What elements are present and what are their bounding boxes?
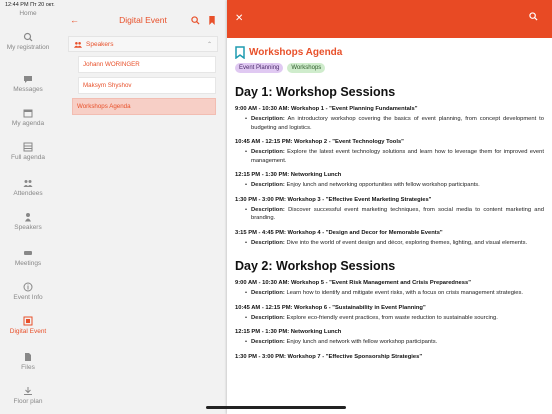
- bookmark-outline-icon[interactable]: [235, 46, 245, 59]
- session-block: [235, 172, 544, 190]
- description-text: Explore eco-friendly event practices, from waste reduction to sustainable sourcing.: [286, 314, 498, 321]
- sidebar-item-attendees[interactable]: [0, 178, 56, 198]
- sidebar-item-label: Floor plan: [13, 398, 43, 405]
- close-icon[interactable]: ✕: [235, 13, 244, 24]
- full-agenda-icon: [23, 142, 33, 152]
- description-label: Description:: [251, 290, 285, 296]
- speaker-name: Johann WORINGER: [83, 61, 140, 68]
- sidebar-item-my-agenda[interactable]: [0, 108, 56, 128]
- document-panel: [227, 0, 552, 414]
- messages-icon: [23, 74, 33, 84]
- info-icon: [23, 282, 33, 292]
- meetings-icon: [23, 248, 33, 258]
- speaker-name: Maksym Shyshov: [83, 82, 132, 89]
- session-block: [235, 305, 544, 323]
- session-block: [235, 280, 544, 298]
- sidebar-item-label: My agenda: [11, 120, 45, 127]
- digital-event-icon: [23, 316, 33, 326]
- sidebar-item-messages[interactable]: [0, 74, 56, 94]
- sidebar-item-digital-event[interactable]: [0, 316, 56, 336]
- document-body: [227, 46, 552, 360]
- sidebar-item-label: Speakers: [14, 224, 42, 231]
- sidebar-item-label: Attendees: [13, 190, 43, 197]
- sidebar-item-home[interactable]: [0, 10, 56, 18]
- search-icon[interactable]: [191, 16, 200, 25]
- session-description: [251, 338, 544, 347]
- description-text: Enjoy lunch and network with fellow workshop participants.: [286, 339, 438, 345]
- description-label: Description:: [251, 239, 285, 246]
- back-arrow-icon[interactable]: ←: [70, 15, 79, 25]
- day-heading: Day 2: Workshop Sessions: [235, 259, 396, 273]
- speakers-group-label: Speakers: [86, 40, 114, 48]
- sidebar-item-label: My registration: [6, 44, 50, 51]
- files-icon: [23, 352, 33, 362]
- sidebar-item-event-info[interactable]: [0, 282, 56, 302]
- tag-badge[interactable]: Event Planning: [235, 63, 283, 73]
- description-label: Description:: [251, 149, 285, 155]
- sidebar-item-label: Files: [21, 364, 35, 371]
- tag-badge[interactable]: Workshops: [287, 63, 325, 73]
- chevron-up-icon: ⌃: [206, 41, 212, 48]
- sidebar-item-label: Full agenda: [11, 154, 45, 161]
- attendees-icon: [23, 178, 33, 188]
- selected-item-label: Workshops Agenda: [77, 103, 131, 110]
- session-title: 12:15 PM - 1:30 PM: Networking Lunch: [235, 172, 342, 178]
- session-block: [235, 139, 544, 165]
- session-description: [251, 314, 544, 323]
- description-label: Description:: [251, 182, 285, 188]
- description-text: Dive into the world of event design and décor, exploring themes, lighting, and visual elements.: [286, 239, 528, 246]
- speakers-icon: [23, 212, 33, 222]
- session-description: [251, 115, 544, 132]
- session-block: [235, 197, 544, 223]
- middle-panel: [62, 10, 224, 414]
- session-block: [235, 354, 544, 360]
- middle-header: [62, 10, 224, 30]
- sidebar-item-label: Event Info: [13, 294, 43, 301]
- session-title: 12:15 PM - 1:30 PM: Networking Lunch: [235, 329, 342, 335]
- sidebar-item-files[interactable]: [0, 352, 56, 372]
- sidebar-item-floor-plan[interactable]: [0, 386, 56, 406]
- day-heading: Day 1: Workshop Sessions: [235, 85, 396, 99]
- sidebar-item-full-agenda[interactable]: [0, 142, 56, 162]
- session-title: 1:30 PM - 3:00 PM: Workshop 3 - "Effective Event Marketing Strategies": [235, 196, 432, 203]
- home-indicator[interactable]: [206, 406, 346, 409]
- session-description: [251, 181, 544, 190]
- session-block: [235, 230, 544, 248]
- session-title: 1:30 PM - 3:00 PM: Workshop 7 - "Effective Sponsorship Strategies": [235, 353, 423, 360]
- description-label: Description:: [251, 206, 285, 213]
- speakers-group-icon: [74, 41, 82, 48]
- session-title: 10:45 AM - 12:15 PM: Workshop 2 - "Event Technology Tools": [235, 139, 404, 145]
- sidebar-item-label: Messages: [13, 86, 43, 93]
- session-title: 10:45 AM - 12:15 PM: Workshop 6 - "Sustainability in Event Planning": [235, 304, 426, 311]
- session-description: [251, 289, 544, 298]
- sidebar-item-label: Home: [19, 10, 37, 17]
- middle-title: Digital Event: [119, 15, 167, 25]
- description-text: An introductory workshop covering the basics of event planning, from concept development to budgeting and logistics.: [251, 116, 544, 131]
- list-item-speaker[interactable]: [78, 77, 216, 94]
- sidebar-item-label: Digital Event: [9, 328, 47, 335]
- session-block: [235, 329, 544, 347]
- calendar-icon: [23, 108, 33, 118]
- description-label: Description:: [251, 339, 285, 345]
- sidebar-item-my-registration[interactable]: [0, 32, 56, 52]
- document-header: [227, 0, 552, 38]
- description-text: Explore the latest event technology solutions and learn how to leverage them for improved event management.: [251, 149, 544, 164]
- registration-icon: [23, 32, 33, 42]
- description-text: Discover successful event marketing techniques, from social media to content marketing and branding.: [251, 206, 544, 221]
- floor-plan-icon: [23, 386, 33, 396]
- bookmark-icon[interactable]: [208, 16, 216, 25]
- description-label: Description:: [251, 314, 285, 321]
- sidebar: [0, 10, 56, 414]
- session-title: 3:15 PM - 4:45 PM: Workshop 4 - "Design and Decor for Memorable Events": [235, 229, 443, 236]
- list-item-workshops-agenda[interactable]: [72, 98, 216, 115]
- sidebar-item-label: Meetings: [14, 260, 42, 267]
- speakers-group-header[interactable]: [68, 36, 218, 52]
- session-description: [251, 206, 544, 223]
- description-text: Enjoy lunch and networking opportunities with fellow workshop participants.: [286, 182, 480, 188]
- sidebar-item-meetings[interactable]: [0, 248, 56, 268]
- tag-list: [235, 63, 544, 73]
- document-title: Workshops Agenda: [249, 47, 343, 58]
- session-block: [235, 106, 544, 132]
- session-title: 9:00 AM - 10:30 AM: Workshop 5 - "Event Risk Management and Crisis Preparedness": [235, 280, 471, 286]
- session-title: 9:00 AM - 10:30 AM: Workshop 1 - "Event Planning Fundamentals": [235, 106, 418, 112]
- list-item-speaker[interactable]: [78, 56, 216, 73]
- status-date: Пт 20 окт.: [30, 2, 55, 8]
- search-icon[interactable]: [529, 12, 538, 21]
- document-title-row: [235, 46, 544, 59]
- description-label: Description:: [251, 116, 285, 122]
- status-time: 12:44 PM: [5, 2, 29, 8]
- session-description: [251, 239, 544, 248]
- session-description: [251, 148, 544, 165]
- sidebar-item-speakers[interactable]: [0, 212, 56, 232]
- description-text: Learn how to identify and mitigate event risks, with a focus on crisis management strategies.: [286, 290, 523, 296]
